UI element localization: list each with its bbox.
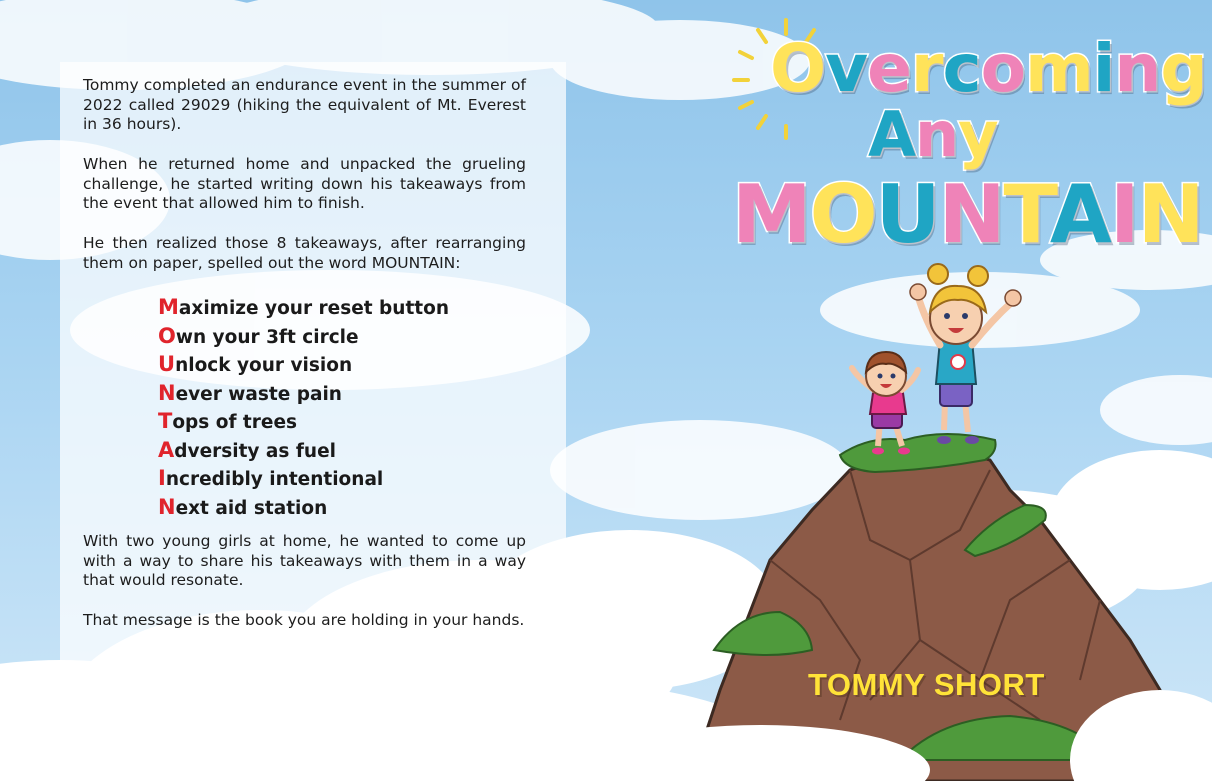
book-title-line-3	[732, 168, 1203, 261]
title-letter: O	[770, 30, 826, 107]
acrostic-text: wn your 3ft circle	[175, 326, 359, 348]
acrostic-letter: N	[158, 494, 176, 519]
title-letter: N	[1137, 168, 1203, 261]
title-letter: N	[938, 168, 1004, 261]
mountain-acrostic-list	[158, 294, 449, 522]
title-letter: v	[825, 30, 868, 107]
mountain-paragraph: He then realized those 8 takeaways, after rearranging them on paper, spelled out the word MOUNTAIN:	[83, 234, 526, 272]
title-letter: m	[1024, 30, 1093, 107]
title-letter: I	[1109, 168, 1138, 261]
acrostic-letter: N	[158, 380, 176, 405]
closing-paragraph: With two young girls at home, he wanted to come up with a way to share his takeaways with them in a way that would resonate.	[83, 532, 526, 589]
acrostic-text: ext aid station	[175, 497, 328, 519]
acrostic-item	[158, 465, 449, 494]
title-letter: T	[1003, 168, 1050, 261]
title-letter: n	[914, 98, 959, 171]
title-letter: U	[875, 168, 939, 261]
acrostic-letter: U	[158, 352, 176, 376]
acrostic-item	[158, 323, 449, 352]
acrostic-letter: O	[158, 323, 176, 348]
title-letter: M	[732, 168, 810, 261]
acrostic-item	[158, 380, 449, 409]
title-letter: i	[1092, 30, 1115, 107]
acrostic-letter: T	[158, 409, 173, 433]
title-letter: g	[1160, 30, 1207, 107]
final-paragraph: That message is the book you are holding in your hands.	[83, 611, 525, 629]
acrostic-item	[158, 351, 449, 380]
title-letter: y	[958, 98, 998, 171]
acrostic-text: nlock your vision	[175, 355, 353, 376]
title-letter: o	[980, 30, 1025, 107]
acrostic-item	[158, 408, 449, 437]
intro-paragraph: Tommy completed an endurance event in the summer of 2022 called 29029 (hiking the equivalent of Mt. Everest in 36 hours).	[83, 76, 526, 133]
acrostic-letter: A	[158, 437, 175, 462]
takeaways-paragraph: When he returned home and unpacked the grueling challenge, he started writing down his takeaways from the event that allowed him to finish.	[83, 155, 526, 212]
acrostic-letter: I	[158, 466, 166, 490]
acrostic-text: ncredibly intentional	[165, 469, 384, 490]
acrostic-item	[158, 294, 449, 323]
title-letter: r	[910, 30, 943, 107]
acrostic-text: ever waste pain	[175, 383, 342, 405]
title-letter: e	[867, 30, 911, 107]
acrostic-text: dversity as fuel	[174, 440, 336, 462]
title-letter: c	[942, 30, 981, 107]
acrostic-text: ops of trees	[172, 412, 298, 433]
acrostic-text: aximize your reset button	[178, 298, 450, 319]
title-letter: A	[868, 98, 915, 171]
book-title-line-1	[770, 30, 1207, 107]
acrostic-item	[158, 494, 449, 523]
title-letter: A	[1049, 168, 1110, 261]
book-title-line-2	[868, 98, 998, 171]
acrostic-letter: M	[158, 295, 179, 319]
author-name: TOMMY SHORT	[808, 667, 1045, 702]
title-letter: n	[1114, 30, 1161, 107]
title-letter: O	[809, 168, 876, 261]
acrostic-item	[158, 437, 449, 466]
